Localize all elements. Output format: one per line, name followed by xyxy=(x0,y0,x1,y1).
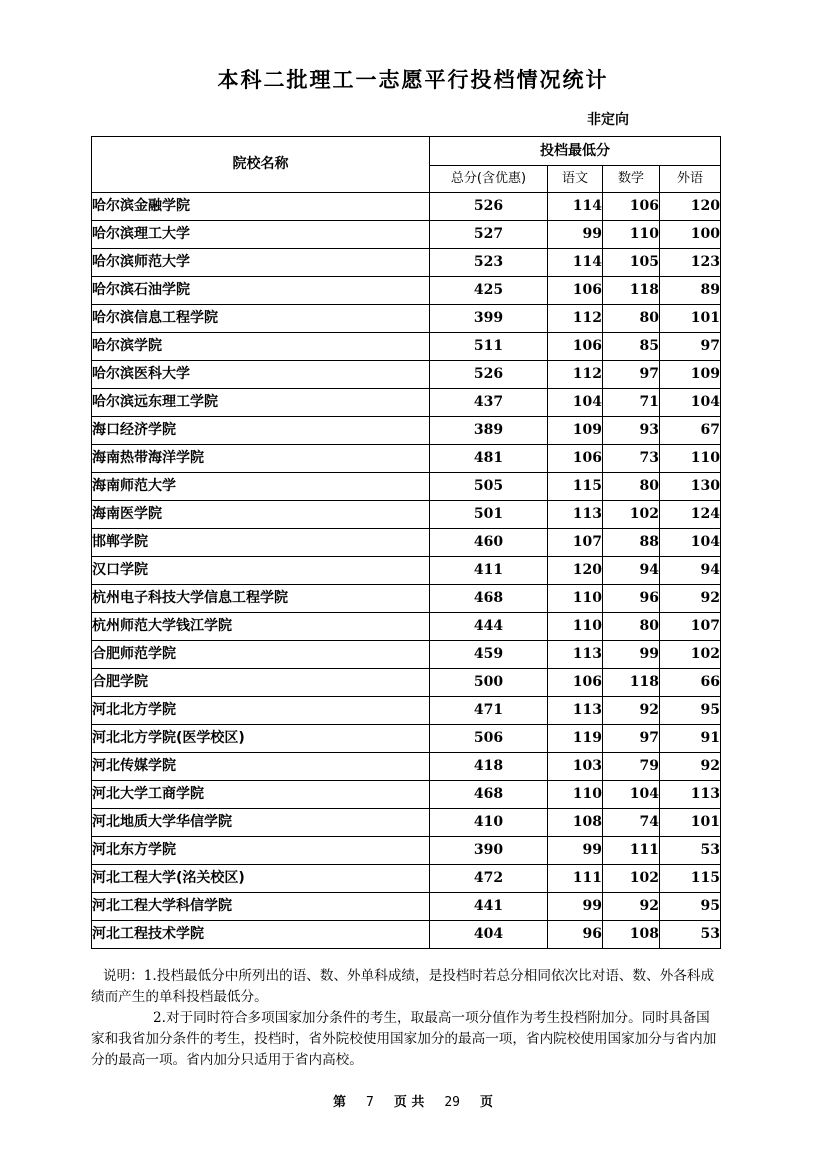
total-score-header: 总分(含优惠) xyxy=(430,166,548,193)
math-score-cell: 102 xyxy=(603,865,660,893)
foreign-score-cell: 53 xyxy=(660,921,721,949)
math-score-cell: 108 xyxy=(603,921,660,949)
total-score-cell: 505 xyxy=(430,473,548,501)
math-score-cell: 102 xyxy=(603,501,660,529)
chinese-score-cell: 114 xyxy=(548,193,603,221)
table-row xyxy=(92,893,721,921)
chinese-score-cell: 120 xyxy=(548,557,603,585)
chinese-score-cell: 112 xyxy=(548,305,603,333)
total-score-cell: 425 xyxy=(430,277,548,305)
chinese-header: 语文 xyxy=(548,166,603,193)
foreign-score-cell: 124 xyxy=(660,501,721,529)
chinese-score-cell: 99 xyxy=(548,221,603,249)
chinese-score-cell: 113 xyxy=(548,641,603,669)
school-name-cell: 海南医学院 xyxy=(92,501,430,529)
total-score-cell: 411 xyxy=(430,557,548,585)
chinese-score-cell: 104 xyxy=(548,389,603,417)
chinese-score-cell: 107 xyxy=(548,529,603,557)
foreign-score-cell: 95 xyxy=(660,893,721,921)
school-name-cell: 合肥师范学院 xyxy=(92,641,430,669)
total-score-cell: 481 xyxy=(430,445,548,473)
table-row xyxy=(92,697,721,725)
chinese-score-cell: 103 xyxy=(548,753,603,781)
school-name-cell: 哈尔滨石油学院 xyxy=(92,277,430,305)
math-score-cell: 111 xyxy=(603,837,660,865)
table-row xyxy=(92,641,721,669)
math-score-cell: 80 xyxy=(603,613,660,641)
math-score-cell: 96 xyxy=(603,585,660,613)
total-score-cell: 468 xyxy=(430,585,548,613)
table-row xyxy=(92,389,721,417)
foreign-language-header: 外语 xyxy=(660,166,721,193)
chinese-score-cell: 110 xyxy=(548,781,603,809)
table-row xyxy=(92,193,721,221)
school-name-cell: 河北大学工商学院 xyxy=(92,781,430,809)
total-score-cell: 506 xyxy=(430,725,548,753)
table-row xyxy=(92,809,721,837)
table-row xyxy=(92,837,721,865)
foreign-score-cell: 95 xyxy=(660,697,721,725)
math-score-cell: 118 xyxy=(603,277,660,305)
footer-label-page-total: 页 共 xyxy=(393,1095,425,1110)
table-row xyxy=(92,249,721,277)
math-score-cell: 71 xyxy=(603,389,660,417)
math-score-cell: 79 xyxy=(603,753,660,781)
total-score-cell: 471 xyxy=(430,697,548,725)
school-name-cell: 哈尔滨师范大学 xyxy=(92,249,430,277)
foreign-score-cell: 91 xyxy=(660,725,721,753)
chinese-score-cell: 109 xyxy=(548,417,603,445)
math-score-cell: 93 xyxy=(603,417,660,445)
foreign-score-cell: 92 xyxy=(660,753,721,781)
total-score-cell: 500 xyxy=(430,669,548,697)
chinese-score-cell: 106 xyxy=(548,277,603,305)
total-score-cell: 472 xyxy=(430,865,548,893)
school-name-cell: 汉口学院 xyxy=(92,557,430,585)
note-2: 2.对于同时符合多项国家加分条件的考生，取最高一项分值作为考生投档附加分。同时具备国家和我省加分条件的考生，投档时，省外院校使用国家加分的最高一项，省内院校使用国家加分与省内加分的最高一项。省内加分只适用于省内高校。 xyxy=(91,1010,717,1068)
foreign-score-cell: 104 xyxy=(660,389,721,417)
math-score-cell: 94 xyxy=(603,557,660,585)
math-score-cell: 110 xyxy=(603,221,660,249)
chinese-score-cell: 113 xyxy=(548,501,603,529)
school-name-cell: 海南师范大学 xyxy=(92,473,430,501)
table-row xyxy=(92,221,721,249)
foreign-score-cell: 53 xyxy=(660,837,721,865)
chinese-score-cell: 106 xyxy=(548,333,603,361)
math-score-cell: 80 xyxy=(603,473,660,501)
school-name-cell: 哈尔滨信息工程学院 xyxy=(92,305,430,333)
total-score-cell: 410 xyxy=(430,809,548,837)
chinese-score-cell: 110 xyxy=(548,585,603,613)
table-row xyxy=(92,585,721,613)
page-title: 本科二批理工一志愿平行投档情况统计 xyxy=(217,68,609,92)
chinese-score-cell: 96 xyxy=(548,921,603,949)
total-score-cell: 390 xyxy=(430,837,548,865)
math-score-cell: 105 xyxy=(603,249,660,277)
math-score-cell: 80 xyxy=(603,305,660,333)
school-name-cell: 杭州师范大学钱江学院 xyxy=(92,613,430,641)
foreign-score-cell: 120 xyxy=(660,193,721,221)
table-row xyxy=(92,445,721,473)
foreign-score-cell: 101 xyxy=(660,809,721,837)
foreign-score-cell: 92 xyxy=(660,585,721,613)
chinese-score-cell: 110 xyxy=(548,613,603,641)
total-score-cell: 460 xyxy=(430,529,548,557)
school-name-cell: 哈尔滨学院 xyxy=(92,333,430,361)
total-score-cell: 399 xyxy=(430,305,548,333)
school-name-cell: 哈尔滨理工大学 xyxy=(92,221,430,249)
foreign-score-cell: 102 xyxy=(660,641,721,669)
school-name-cell: 河北东方学院 xyxy=(92,837,430,865)
school-name-cell: 河北传媒学院 xyxy=(92,753,430,781)
total-score-cell: 459 xyxy=(430,641,548,669)
table-row xyxy=(92,361,721,389)
math-header: 数学 xyxy=(603,166,660,193)
math-score-cell: 106 xyxy=(603,193,660,221)
table-row xyxy=(92,725,721,753)
school-name-cell: 哈尔滨医科大学 xyxy=(92,361,430,389)
foreign-score-cell: 101 xyxy=(660,305,721,333)
page-footer xyxy=(0,1091,826,1110)
chinese-score-cell: 119 xyxy=(548,725,603,753)
table-row xyxy=(92,781,721,809)
table-row xyxy=(92,865,721,893)
chinese-score-cell: 112 xyxy=(548,361,603,389)
total-score-cell: 468 xyxy=(430,781,548,809)
table-row xyxy=(92,669,721,697)
chinese-score-cell: 99 xyxy=(548,837,603,865)
chinese-score-cell: 114 xyxy=(548,249,603,277)
total-score-cell: 527 xyxy=(430,221,548,249)
school-name-cell: 河北工程大学(洺关校区) xyxy=(92,865,430,893)
school-name-cell: 河北地质大学华信学院 xyxy=(92,809,430,837)
math-score-cell: 99 xyxy=(603,641,660,669)
table-row xyxy=(92,333,721,361)
total-page-number: 29 xyxy=(444,1095,460,1110)
chinese-score-cell: 108 xyxy=(548,809,603,837)
table-row xyxy=(92,529,721,557)
foreign-score-cell: 94 xyxy=(660,557,721,585)
chinese-score-cell: 111 xyxy=(548,865,603,893)
math-score-cell: 97 xyxy=(603,361,660,389)
table-row xyxy=(92,753,721,781)
table-row xyxy=(92,473,721,501)
total-score-cell: 441 xyxy=(430,893,548,921)
total-score-cell: 523 xyxy=(430,249,548,277)
total-score-cell: 444 xyxy=(430,613,548,641)
math-score-cell: 104 xyxy=(603,781,660,809)
school-name-cell: 海南热带海洋学院 xyxy=(92,445,430,473)
math-score-cell: 92 xyxy=(603,697,660,725)
foreign-score-cell: 89 xyxy=(660,277,721,305)
chinese-score-cell: 115 xyxy=(548,473,603,501)
current-page-number: 7 xyxy=(365,1095,374,1110)
total-score-cell: 404 xyxy=(430,921,548,949)
foreign-score-cell: 104 xyxy=(660,529,721,557)
foreign-score-cell: 107 xyxy=(660,613,721,641)
total-score-cell: 526 xyxy=(430,193,548,221)
school-name-cell: 海口经济学院 xyxy=(92,417,430,445)
total-score-cell: 389 xyxy=(430,417,548,445)
foreign-score-cell: 115 xyxy=(660,865,721,893)
school-name-cell: 哈尔滨金融学院 xyxy=(92,193,430,221)
notes xyxy=(91,966,723,1071)
school-name-cell: 河北工程技术学院 xyxy=(92,921,430,949)
math-score-cell: 88 xyxy=(603,529,660,557)
total-score-cell: 526 xyxy=(430,361,548,389)
math-score-cell: 74 xyxy=(603,809,660,837)
total-score-cell: 501 xyxy=(430,501,548,529)
total-score-cell: 437 xyxy=(430,389,548,417)
school-name-cell: 邯郸学院 xyxy=(92,529,430,557)
math-score-cell: 73 xyxy=(603,445,660,473)
chinese-score-cell: 106 xyxy=(548,669,603,697)
school-name-cell: 河北北方学院 xyxy=(92,697,430,725)
math-score-cell: 118 xyxy=(603,669,660,697)
chinese-score-cell: 113 xyxy=(548,697,603,725)
foreign-score-cell: 66 xyxy=(660,669,721,697)
subtitle-non-directed: 非定向 xyxy=(587,112,629,128)
chinese-score-cell: 99 xyxy=(548,893,603,921)
math-score-cell: 92 xyxy=(603,893,660,921)
total-score-cell: 511 xyxy=(430,333,548,361)
chinese-score-cell: 106 xyxy=(548,445,603,473)
math-score-cell: 85 xyxy=(603,333,660,361)
foreign-score-cell: 113 xyxy=(660,781,721,809)
table-row xyxy=(92,417,721,445)
table-row xyxy=(92,501,721,529)
school-name-cell: 哈尔滨远东理工学院 xyxy=(92,389,430,417)
school-name-cell: 河北北方学院(医学校区) xyxy=(92,725,430,753)
foreign-score-cell: 67 xyxy=(660,417,721,445)
foreign-score-cell: 130 xyxy=(660,473,721,501)
foreign-score-cell: 97 xyxy=(660,333,721,361)
foreign-score-cell: 123 xyxy=(660,249,721,277)
table-row xyxy=(92,305,721,333)
table-row xyxy=(92,277,721,305)
total-score-cell: 418 xyxy=(430,753,548,781)
foreign-score-cell: 110 xyxy=(660,445,721,473)
table-row xyxy=(92,613,721,641)
school-name-cell: 河北工程大学科信学院 xyxy=(92,893,430,921)
table-row xyxy=(92,557,721,585)
school-name-cell: 合肥学院 xyxy=(92,669,430,697)
min-score-group-header: 投档最低分 xyxy=(430,137,721,166)
footer-label-di: 第 xyxy=(332,1095,346,1110)
school-name-header: 院校名称 xyxy=(92,137,430,193)
admission-score-table xyxy=(91,136,721,949)
school-name-cell: 杭州电子科技大学信息工程学院 xyxy=(92,585,430,613)
foreign-score-cell: 109 xyxy=(660,361,721,389)
note-1: 说明：1.投档最低分中所列出的语、数、外单科成绩，是投档时若总分相同依次比对语、数、外各科成绩而产生的单科投档最低分。 xyxy=(91,968,715,1005)
footer-label-ye: 页 xyxy=(480,1095,494,1110)
math-score-cell: 97 xyxy=(603,725,660,753)
foreign-score-cell: 100 xyxy=(660,221,721,249)
table-row xyxy=(92,921,721,949)
